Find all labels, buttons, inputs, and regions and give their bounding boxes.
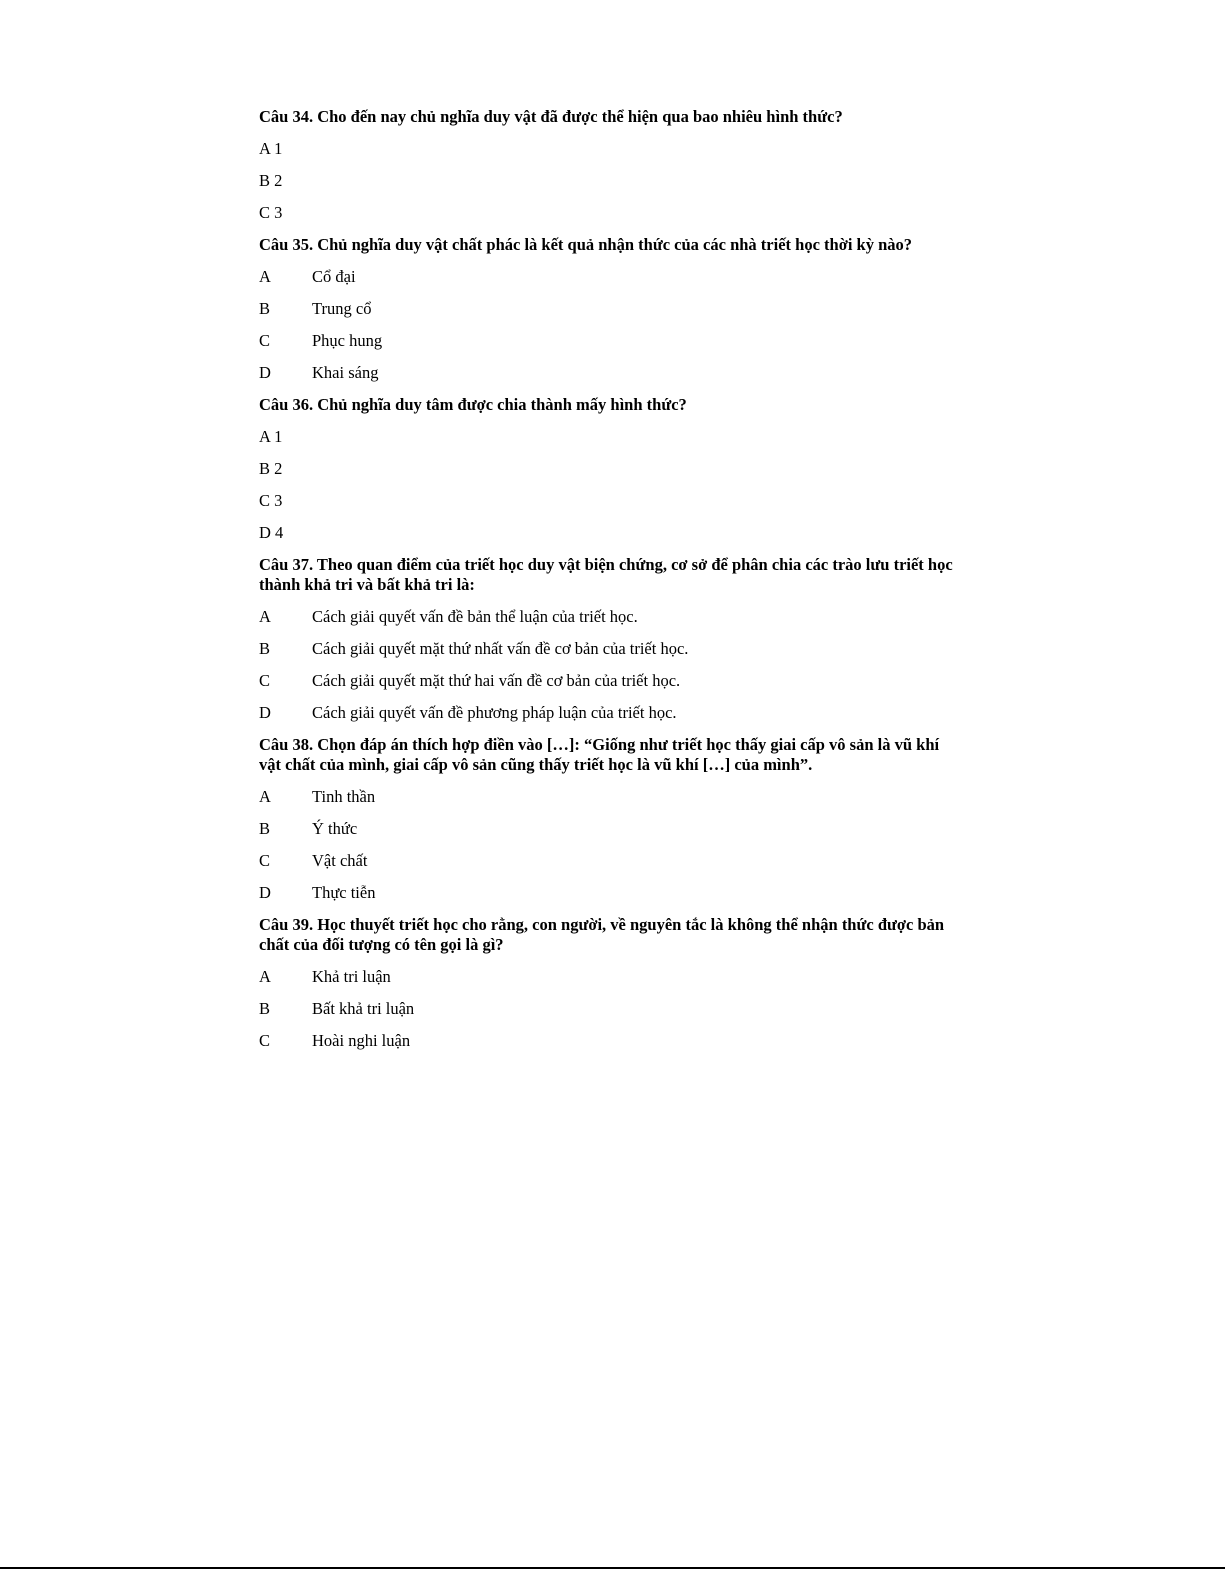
option [259,139,959,159]
option-text: Cổ đại [312,267,356,286]
option [259,967,959,987]
option [259,171,959,191]
option-text: Khai sáng [312,363,379,382]
option-text: Phục hung [312,331,383,350]
option [259,459,959,479]
option-letter: D [259,363,271,382]
option [259,299,959,319]
option [259,851,959,871]
option-text: Bất khả tri luận [312,999,415,1018]
option-text: C 3 [259,491,283,510]
option-letter: A [259,267,271,286]
option [259,819,959,839]
option-letter: C [259,851,271,870]
option-letter: B [259,299,271,318]
question-37: Câu 37. Theo quan điểm của triết học duy vật biện chứng, cơ sở để phân chia các trào lưu triết học thành khả tri và bất khả tri là: [259,555,953,594]
option [259,639,959,659]
option-letter: B [259,639,271,658]
option [259,703,959,723]
option [259,267,959,287]
option-text: Cách giải quyết mặt thứ hai vấn đề cơ bản của triết học. [312,671,681,690]
option [259,671,959,691]
option [259,427,959,447]
question-38: Câu 38. Chọn đáp án thích hợp điền vào […]: “Giống như triết học thấy giai cấp vô sản là vũ khí vật chất của mình, giai cấp vô sản cũng thấy triết học là vũ khí […] của mình”. [259,735,940,774]
question-34: Câu 34. Cho đến nay chủ nghĩa duy vật đã được thể hiện qua bao nhiêu hình thức? [259,107,843,126]
option-letter: A [259,967,271,986]
option [259,883,959,903]
option-text: Thực tiễn [312,883,376,902]
option-letter: B [259,999,271,1018]
option-letter: C [259,1031,271,1050]
option-letter: D [259,703,271,722]
option-text: A 1 [259,427,283,446]
option [259,203,959,223]
option [259,363,959,383]
option-text: Khả tri luận [312,967,391,986]
option-letter: C [259,671,271,690]
option [259,607,959,627]
question-39: Câu 39. Học thuyết triết học cho rằng, con người, về nguyên tắc là không thể nhận thức được bản chất của đối tượng có tên gọi là gì? [259,915,945,954]
option-text: Vật chất [312,851,368,870]
option-text: Ý thức [312,819,358,838]
page-bottom-border [0,1567,1225,1569]
option [259,1031,959,1051]
option [259,491,959,511]
option-text: Hoài nghi luận [312,1031,411,1050]
option [259,523,959,543]
option-text: Cách giải quyết vấn đề bản thể luận của triết học. [312,607,638,626]
option-text: Cách giải quyết vấn đề phương pháp luận của triết học. [312,703,677,722]
option [259,999,959,1019]
question-36: Câu 36. Chủ nghĩa duy tâm được chia thành mấy hình thức? [259,395,687,414]
option [259,331,959,351]
option-text: A 1 [259,139,283,158]
option-text: C 3 [259,203,283,222]
option-text: B 2 [259,459,283,478]
option-letter: B [259,819,271,838]
question-list [259,107,959,1063]
option-text: D 4 [259,523,284,542]
option-letter: D [259,883,271,902]
option-letter: A [259,787,271,806]
option-text: Cách giải quyết mặt thứ nhất vấn đề cơ bản của triết học. [312,639,689,658]
question-35: Câu 35. Chủ nghĩa duy vật chất phác là kết quả nhận thức của các nhà triết học thời kỳ nào? [259,235,913,254]
option-letter: C [259,331,271,350]
option [259,787,959,807]
option-letter: A [259,607,271,626]
option-text: B 2 [259,171,283,190]
option-text: Tinh thần [312,787,376,806]
option-text: Trung cổ [312,299,372,318]
